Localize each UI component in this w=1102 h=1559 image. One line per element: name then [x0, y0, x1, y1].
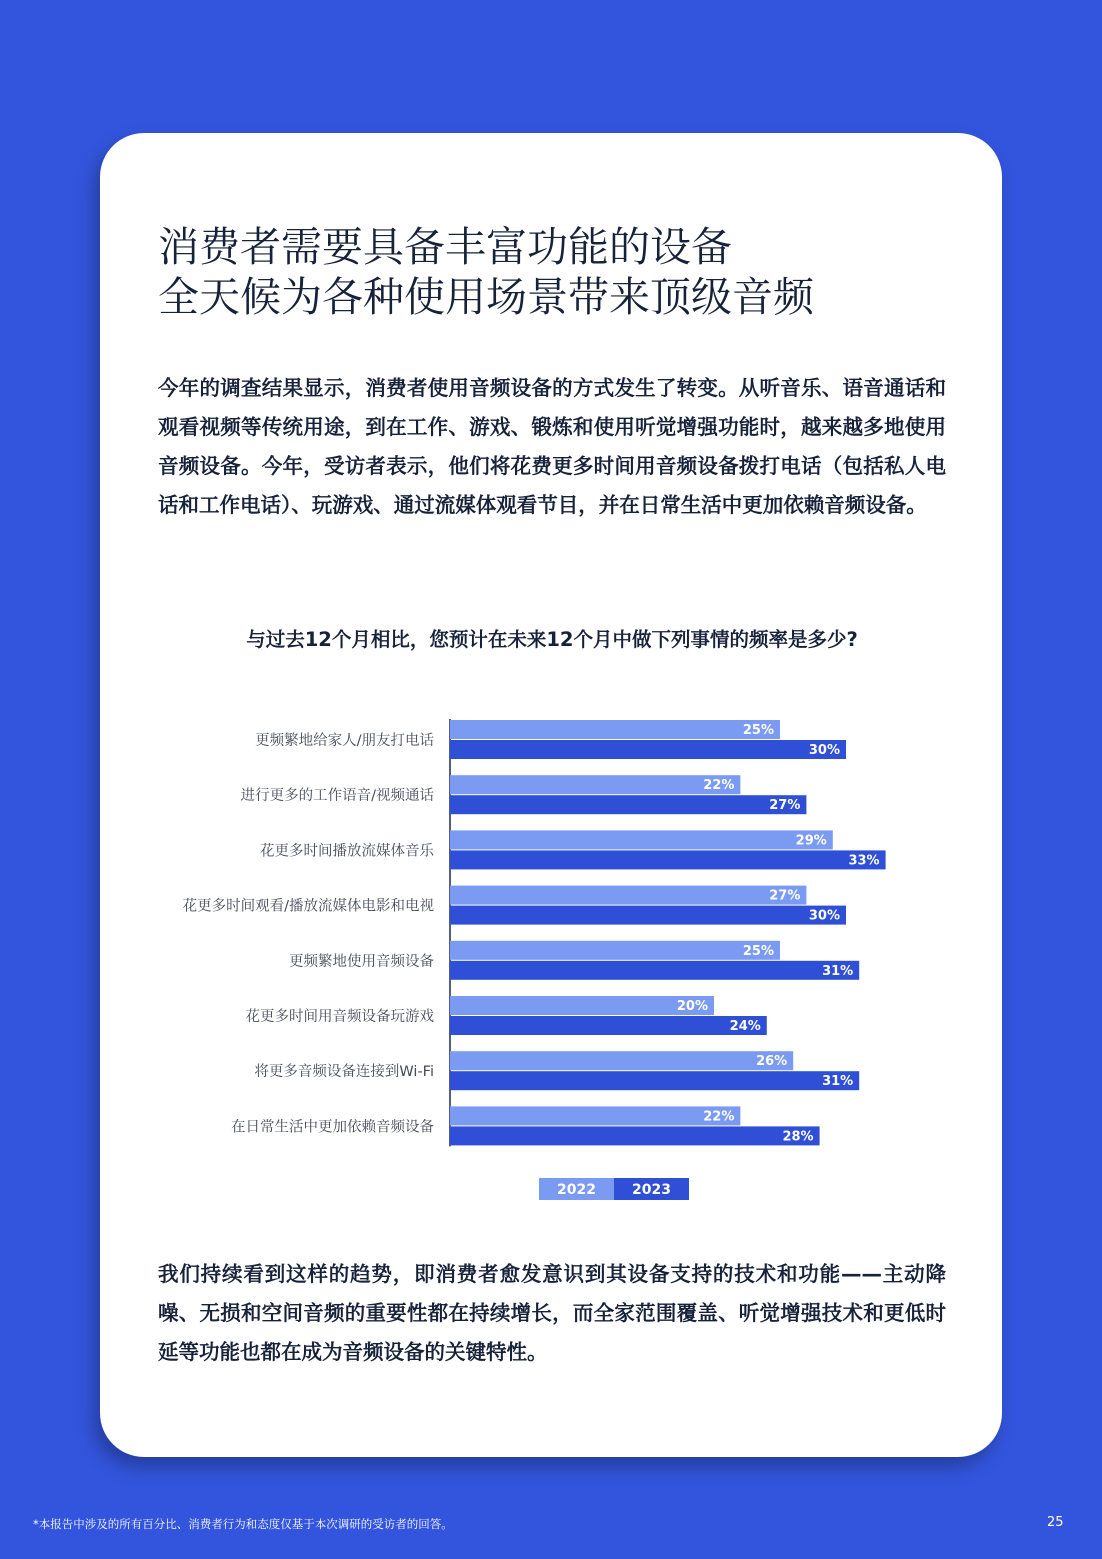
bar-2022	[450, 1106, 740, 1125]
category-label: 在日常生活中更加依赖音频设备	[231, 1119, 434, 1136]
bar-2023	[450, 1071, 859, 1090]
intro-paragraph: 今年的调查结果显示，消费者使用音频设备的方式发生了转变。从听音乐、语音通话和观看视频等传统用途，到在工作、游戏、锻炼和使用听觉增强功能时，越来越多地使用音频设备。今年，受访者表示，他们将花费更多时间用音频设备拨打电话（包括私人电话和工作电话）、玩游戏、通过流媒体观看节目，并在日常生活中更加依赖音频设备。	[158, 376, 946, 517]
data-label-2023: 30%	[808, 743, 840, 758]
bar-2023	[450, 740, 846, 759]
bar-2022	[450, 996, 714, 1015]
data-label-2023: 31%	[822, 1074, 854, 1090]
data-label-2023: 30%	[808, 908, 840, 924]
data-label-2022: 22%	[703, 778, 735, 794]
data-label-2022: 26%	[756, 1054, 788, 1070]
bar-2022	[450, 941, 780, 960]
data-label-2022: 20%	[676, 999, 708, 1014]
data-label-2022: 25%	[742, 723, 774, 738]
data-label-2023: 28%	[782, 1129, 814, 1145]
bar-2023	[450, 961, 859, 980]
bar-2023	[450, 850, 886, 869]
data-label-2023: 31%	[822, 963, 854, 979]
category-label: 花更多时间观看/播放流媒体电影和电视	[182, 898, 434, 915]
data-label-2023: 33%	[848, 853, 880, 869]
data-label-2023: 24%	[729, 1019, 761, 1034]
data-label-2022: 29%	[795, 833, 827, 849]
data-label-2022: 22%	[703, 1109, 735, 1125]
bar-2022	[450, 1051, 793, 1070]
closing-paragraph: 我们持续看到这样的趋势，即消费者愈发意识到其设备支持的技术和功能——主动降噪、无损和空间音频的重要性都在持续增长，而全家范围覆盖、听觉增强技术和更低时延等功能也都在成为音频设备的关键特性。	[158, 1262, 946, 1364]
bar-2022	[450, 775, 740, 794]
title-line-1: 消费者需要具备丰富功能的设备	[158, 223, 732, 271]
category-label: 更频繁地使用音频设备	[289, 953, 434, 970]
category-label: 花更多时间播放流媒体音乐	[260, 843, 434, 860]
legend-label-2022: 2022	[557, 1182, 596, 1198]
data-label-2022: 25%	[742, 943, 774, 959]
bar-2023	[450, 1016, 767, 1035]
bar-2023	[450, 795, 806, 814]
data-label-2022: 27%	[769, 888, 801, 904]
chart-title: 与过去12个月相比，您预计在未来12个月中做下列事情的频率是多少?	[246, 628, 858, 651]
category-label: 花更多时间用音频设备玩游戏	[245, 1009, 434, 1025]
legend-label-2023: 2023	[632, 1182, 671, 1198]
title-line-2: 全天候为各种使用场景带来顶级音频	[158, 273, 814, 321]
bar-2022	[450, 830, 833, 849]
footnote: *本报告中涉及的所有百分比、消费者行为和态度仅基于本次调研的受访者的回答。	[33, 1517, 453, 1531]
bar-2022	[450, 720, 780, 739]
bar-2022	[450, 886, 806, 905]
page-number: 25	[1047, 1515, 1064, 1530]
category-label: 将更多音频设备连接到Wi-Fi	[254, 1064, 434, 1081]
category-label: 进行更多的工作语音/视频通话	[240, 788, 434, 805]
bar-2023	[450, 906, 846, 925]
category-label: 更频繁地给家人/朋友打电话	[255, 733, 434, 749]
data-label-2023: 27%	[769, 798, 801, 814]
bar-2023	[450, 1126, 820, 1145]
